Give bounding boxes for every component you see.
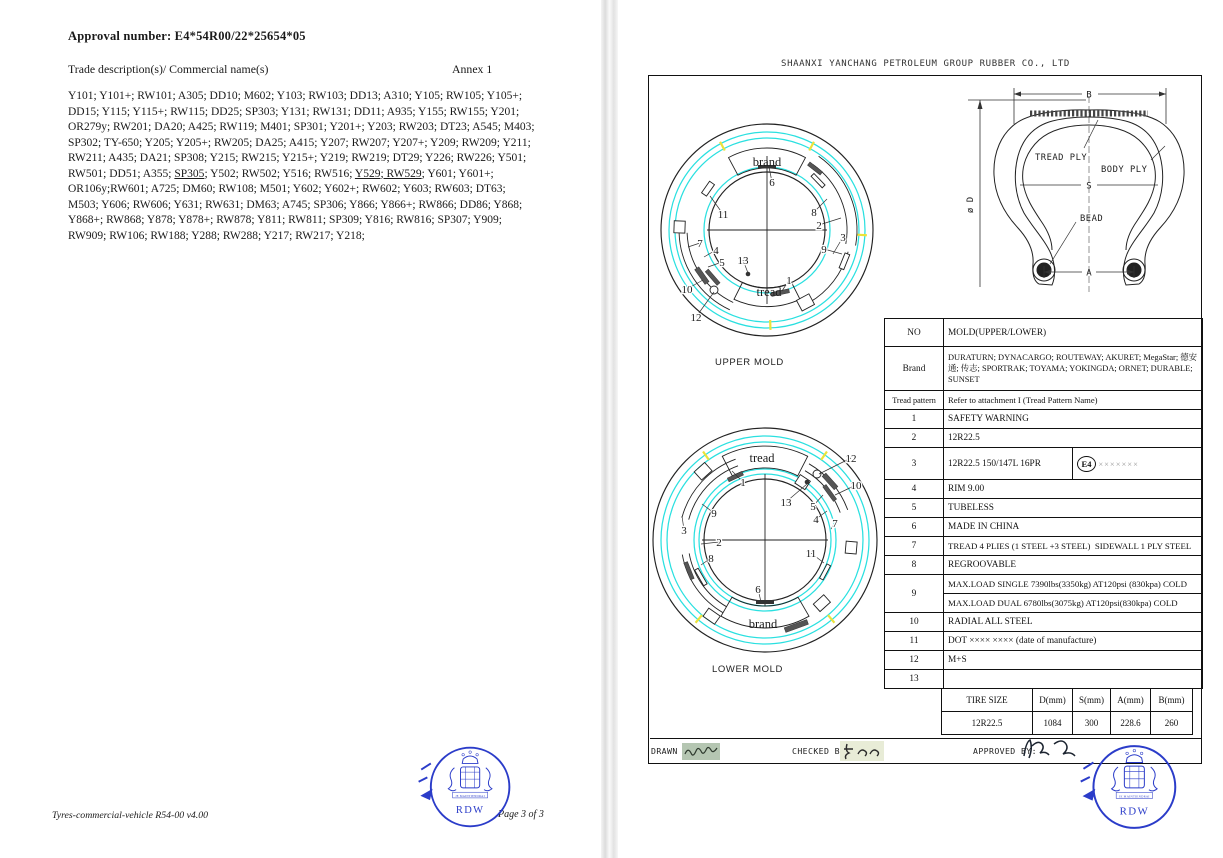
table-row: 13 [885,670,1203,689]
lion-left-icon [448,768,456,791]
table-row: Tread pattern Refer to attachment I (Tread Pattern Name) [885,391,1203,410]
lion-right-icon [484,768,492,791]
upper-mold-brand-text: brand [752,155,782,169]
table-row: 9 MAX.LOAD SINGLE 7390lbs(3350kg) AT120psi (830kpa) COLD [885,575,1203,594]
trade-names-line: RW909; RW106; RW188; Y288; RW288; Y217; RW217; Y218; [68,229,365,242]
e4-mark: E4 [1077,456,1096,472]
page-indicator: Page 3 of 3 [498,809,544,820]
trade-names-line: RW211; A435; DA21; SP308; Y215; RW215; Y215+; Y219; RW219; DT29; Y226; RW226; Y501; [68,152,527,164]
crown-icon [1126,749,1143,762]
tire-size-table [941,688,1193,735]
coat-of-arms-icon [1112,766,1157,791]
table-row: 5 TUBELESS [885,499,1203,518]
dim-d-label: ø D [966,196,976,214]
dim-a-label: A [1086,268,1092,279]
mold-callout-number: 7 [832,518,838,530]
table-row: 3 12R22.5 150/147L 16PR E4 ××××××× [885,448,1203,480]
approved-by-label: APPROVED BY: [973,746,1037,756]
mold-callout-number: 6 [755,584,761,596]
coat-of-arms-icon [448,767,492,791]
table-row: 2 12R22.5 [885,429,1203,448]
mold-callout-number: 6 [769,177,775,189]
rdw-stamp [416,742,512,832]
table-row: 4 RIM 9.00 [885,480,1203,499]
mold-callout-number: 4 [813,514,819,526]
serial-placeholder: ××××××× [1098,458,1139,469]
trade-names-line: Y101; Y101+; RW101; A305; DD10; M602; Y103; RW103; DD13; A310; Y105; RW105; Y105+; [68,90,523,102]
mold-callout-number: 2 [816,220,822,232]
bead-label: BEAD [1080,214,1104,224]
mold-callout-number: 2 [716,537,722,549]
table-row: Brand DURATURN; DYNACARGO; ROUTEWAY; AKURET; MegaStar; 德安通; 传志; SPORTRAK; TOYAMA; YOKINGDA; ORNET; DURABLE; SUNSET [885,347,1203,391]
checked-by-signature [840,741,884,761]
size-table-value-row: 12R22.5 1084 300 228.6 260 [942,712,1193,735]
mold-callout-number: 13 [780,497,792,509]
table-row: 7 TREAD 4 PLIES (1 STEEL +3 STEEL) SIDEWALL 1 PLY STEEL [885,537,1203,556]
stamp-rdw-text: RDW [455,805,485,817]
drawn-by-signature [682,743,720,760]
mold-callout-number: 10 [850,480,862,492]
approved-by-signature [1020,736,1080,762]
mold-callout-number: 3 [681,525,687,537]
upper-mold-tread-text: tread [756,285,782,299]
lower-mold-tread-text: tread [749,451,775,465]
company-name: SHAANXI YANCHANG PETROLEUM GROUP RUBBER CO., LTD [781,59,1070,69]
mold-callout-number: 8 [708,553,714,565]
title-block-divider [650,738,1201,739]
table-row: MAX.LOAD DUAL 6780lbs(3075kg) AT120psi(830kpa) COLD [885,594,1203,613]
mold-callout-number: 13 [737,255,749,267]
drawn-by-label: DRAWN BY: [651,746,699,756]
approval-number: Approval number: E4*54R00/22*25654*05 [68,29,306,43]
mold-spec-table [884,318,1203,689]
mold-callout-number: 11 [805,548,817,560]
tread-ply-label: TREAD PLY [1035,153,1088,163]
lower-mold-label: LOWER MOLD [712,664,783,675]
trade-description-label: Trade description(s)/ Commercial name(s) [68,62,269,76]
mold-callout-number: 4 [713,245,719,257]
document-version-footer: Tyres-commercial-vehicle R54-00 v4.00 [52,810,209,821]
table-row: 12 M+S [885,651,1203,670]
trade-names-line: M503; Y606; RW606; Y631; RW631; DM63; A745; SP306; Y866; Y866+; RW866; DD86; Y868; [68,198,523,211]
mold-callout-number: 10 [681,284,693,296]
trade-names-line: Y868+; RW868; Y878; Y878+; RW878; Y811; RW811; SP309; Y816; RW816; SP307; Y909; [68,214,502,226]
trade-names-line: OR106y;RW601; A725; DM60; RW108; M501; Y602; Y602+; RW602; Y603; RW603; DT63; [68,183,506,195]
mold-callout-number: 11 [717,209,729,221]
crown-icon [462,751,478,764]
table-row: 1 SAFETY WARNING [885,410,1203,429]
mold-callout-number: 12 [845,453,857,465]
page-gap [601,0,618,858]
mold-callout-number: 5 [719,257,725,269]
upper-mold-label: UPPER MOLD [715,357,784,368]
mold-callout-number: 9 [711,508,717,520]
annex-label: Annex 1 [452,62,493,76]
mold-callout-number: 1 [740,477,746,489]
body-ply-label: BODY PLY [1101,165,1148,175]
trade-names-line: OR279y; RW201; DA20; A425; RW119; M401; SP301; Y201+; Y203; RW203; DT23; A545; M403; [68,121,535,133]
stamp-rdw-text: RDW [1119,805,1150,818]
mold-callout-number: 12 [690,312,702,324]
table-row: 6 MADE IN CHINA [885,518,1203,537]
lower-mold-drawing [650,425,880,655]
lion-left-icon [1112,767,1120,791]
table-row: 10 RADIAL ALL STEEL [885,613,1203,632]
mold-callout-number: 9 [821,244,827,256]
size-table-header-row: TIRE SIZE D(mm) S(mm) A(mm) B(mm) [942,689,1193,712]
trade-names-list [68,89,598,244]
dim-s-label: S [1086,181,1092,192]
rdw-stamp [1078,740,1178,834]
mold-callout-number: 5 [810,501,816,513]
upper-mold-drawing [652,115,882,345]
table-row: NO MOLD(UPPER/LOWER) [885,319,1203,347]
trade-names-line: SP302; TY-650; Y205; Y205+; RW205; DA25; A415; Y207; RW207; Y207+; Y209; RW209; Y211; [68,136,531,149]
table-row: 8 REGROOVABLE [885,556,1203,575]
tire-cross-section-drawing [958,80,1203,305]
stamp-motto: JE MAINTIENDRAI [1119,794,1150,799]
lion-right-icon [1149,767,1157,791]
mold-callout-number: 7 [697,238,703,250]
mold-callout-number: 8 [811,207,817,219]
dim-b-label: B [1086,90,1092,101]
trade-names-line: DD15; Y115; Y115+; RW115; DD25; SP303; Y131; RW131; DD11; A935; Y155; RW155; Y201; [68,105,520,118]
table-row: 11 DOT ×××× ×××× (date of manufacture) [885,632,1203,651]
mold-callout-number: 3 [840,232,846,244]
mold-callout-number: 1 [786,275,792,287]
lower-mold-brand-text: brand [748,617,778,631]
checked-by-label: CHECKED BY: [792,746,851,756]
stamp-motto: JE MAINTIENDRAI [455,793,485,798]
trade-names-line: RW501; DD51; A355; SP305; Y502; RW502; Y516; RW516; Y529; RW529; Y601; Y601+; [68,167,494,180]
